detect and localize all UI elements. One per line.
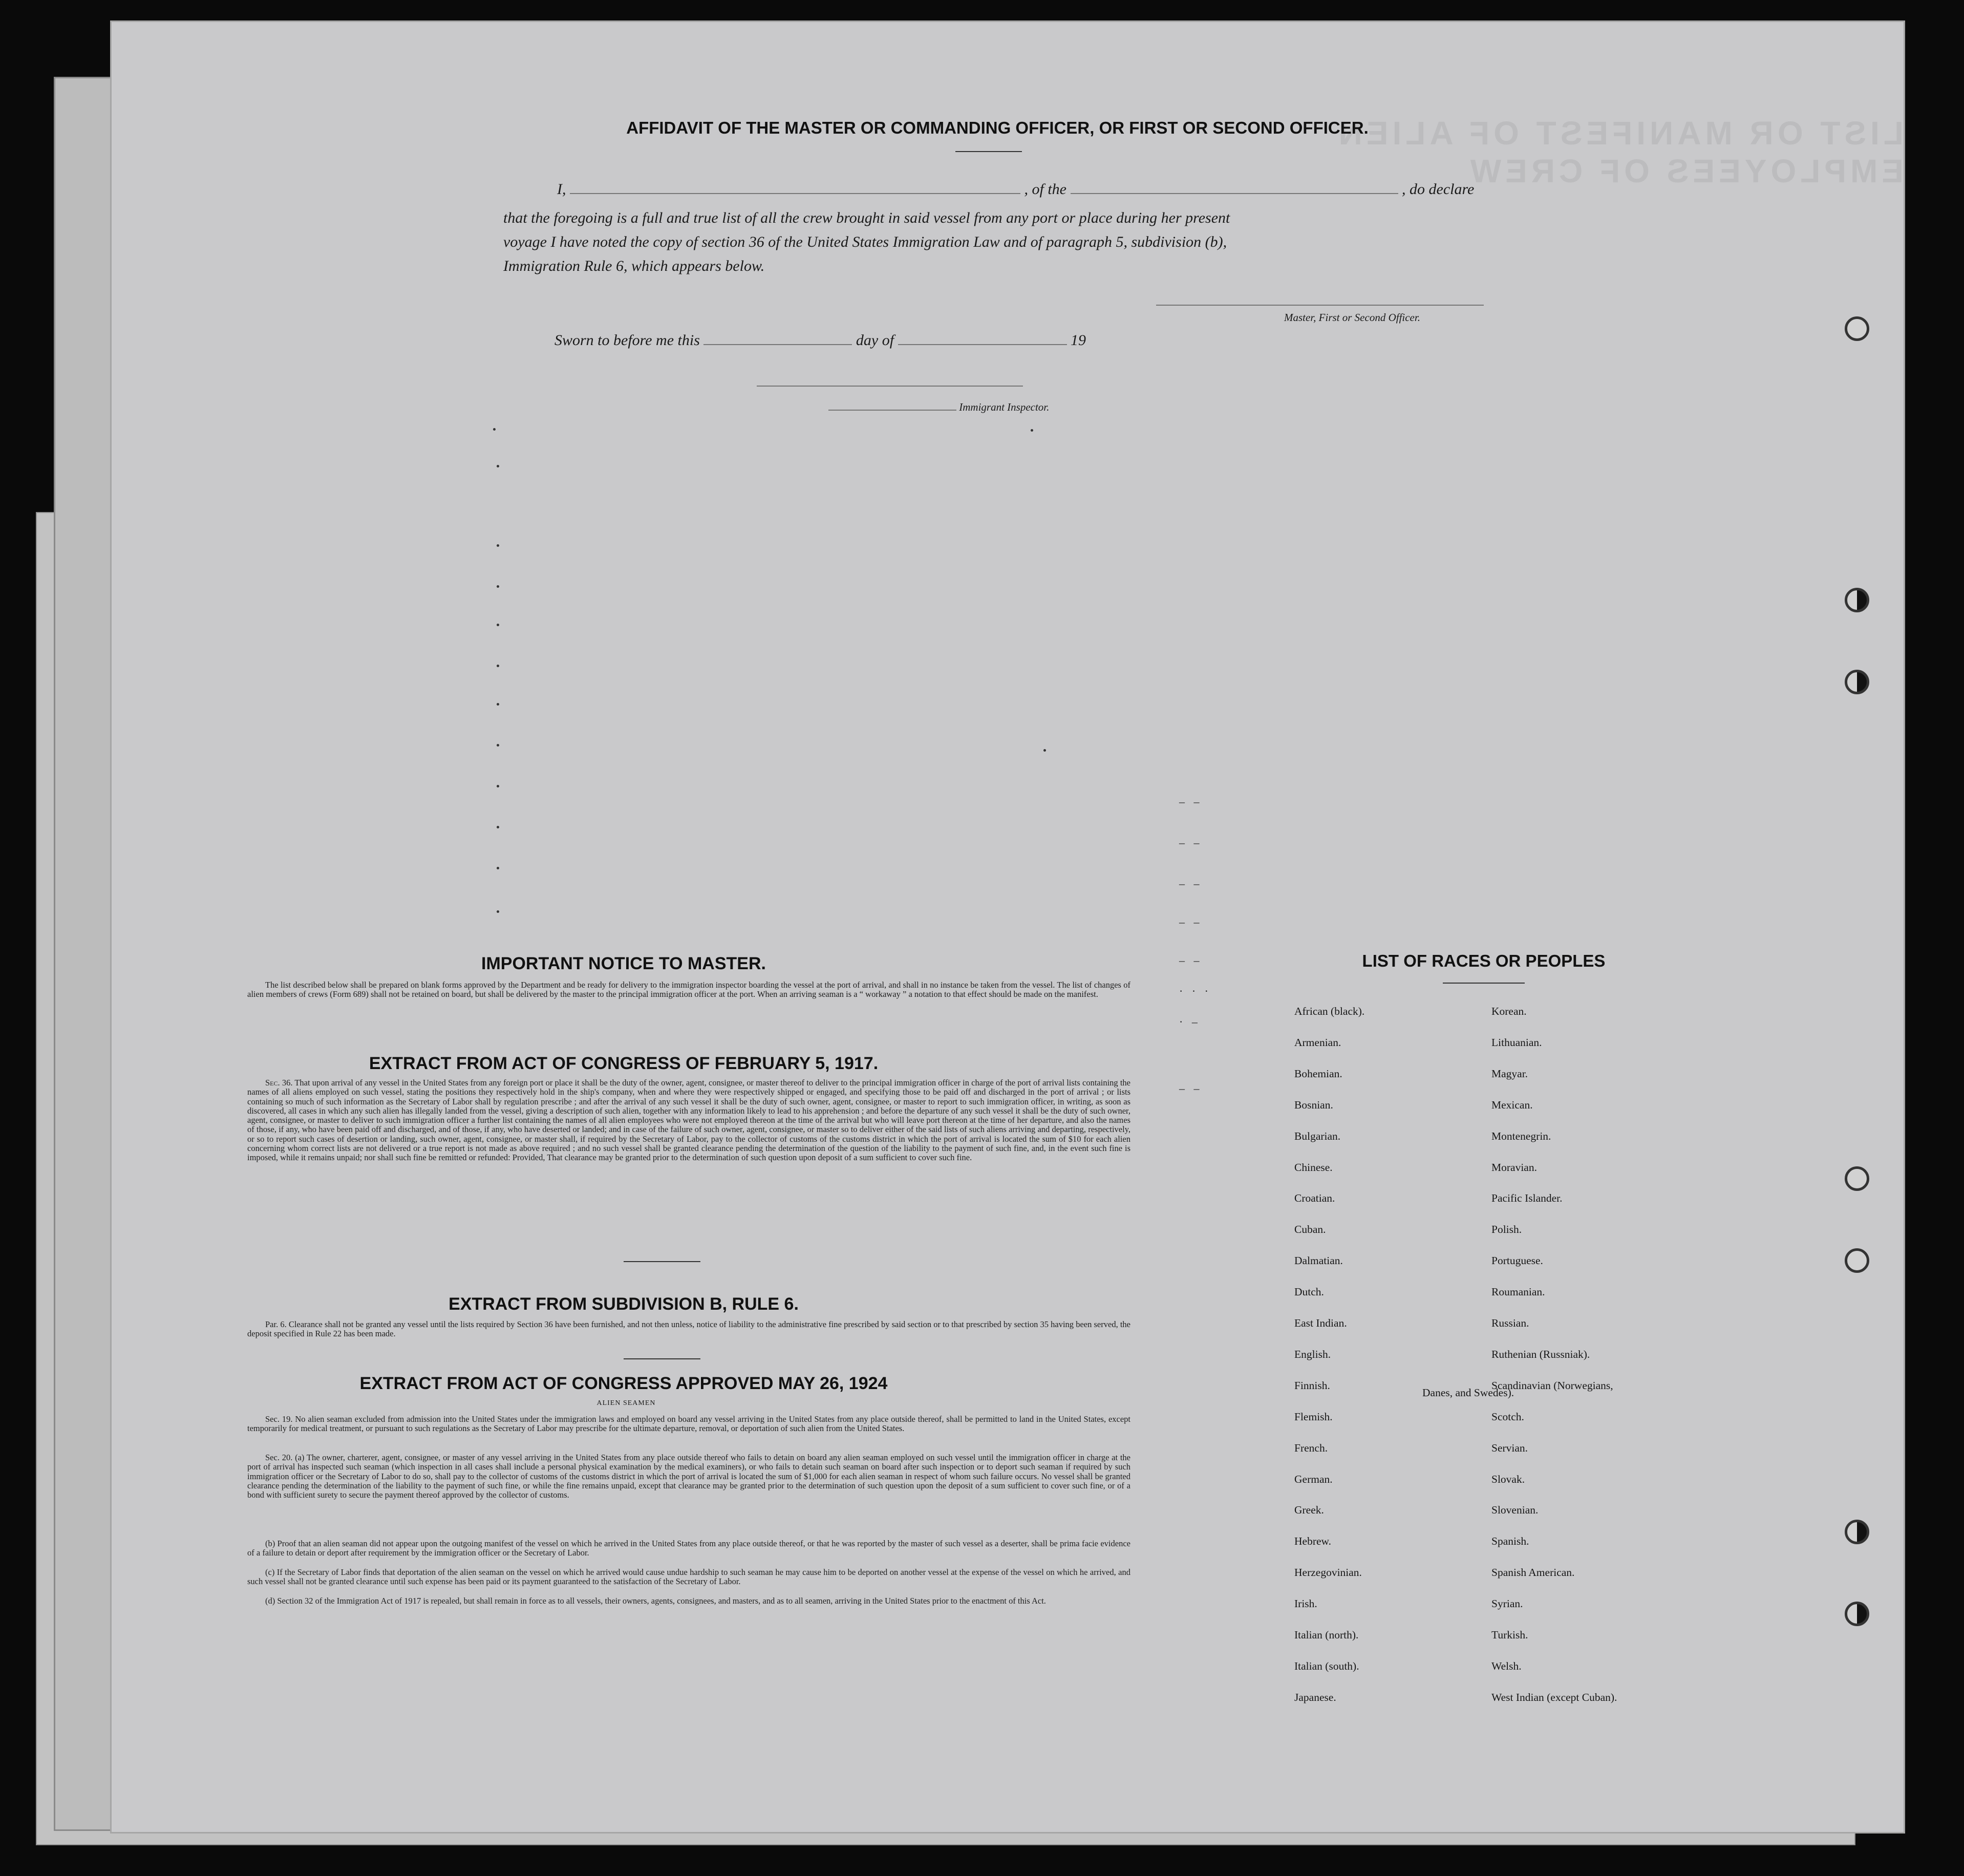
inspector-line — [828, 401, 1049, 414]
race-item: Dutch. — [1294, 1286, 1324, 1298]
binder-hole — [1845, 670, 1869, 694]
race-item: Finnish. — [1294, 1379, 1330, 1392]
race-item: Magyar. — [1491, 1067, 1528, 1080]
race-item: Cuban. — [1294, 1223, 1326, 1236]
race-item: Bosnian. — [1294, 1098, 1333, 1111]
race-item: Slovak. — [1491, 1473, 1525, 1485]
affidavit-line-1: that the foregoing is a full and true list of all the crew brought in said vessel from any port or place during her present — [503, 209, 1230, 226]
sec-20b-body: (b) Proof that an alien seaman did not appear upon the outgoing manifest of the vessel on which he arrived in the United States from any place outside thereof, or that he was reported by the master of such vessel as a deserter, shall be prima facie evidence of a failure to detain or deport after requirement by the immigration officer or the Secretary of Labor. — [247, 1539, 1130, 1558]
sec-20d-body: (d) Section 32 of the Immigration Act of 1917 is repealed, but shall remain in force as to all vessels, their owners, agents, consignees, and masters, and as to all seamen, arriving in the United States prior to the enactment of this Act. — [265, 1596, 1046, 1606]
race-item: Polish. — [1491, 1223, 1522, 1236]
races-underline — [1443, 983, 1525, 984]
rule-6-body — [247, 1320, 1130, 1339]
race-item: Montenegrin. — [1491, 1129, 1551, 1142]
affidavit-do-declare: , do declare — [1402, 181, 1475, 198]
extract-1917-body — [247, 1078, 1130, 1163]
mark — [497, 910, 499, 913]
race-item: Spanish American. — [1491, 1566, 1575, 1579]
race-item: Servian. — [1491, 1441, 1528, 1454]
race-item: Ruthenian (Russniak). — [1491, 1348, 1590, 1360]
document-page — [110, 20, 1905, 1834]
section-36-label: Sec. 36. — [265, 1078, 293, 1088]
sworn-label: Sworn to before me this — [554, 332, 700, 349]
race-item: Flemish. — [1294, 1410, 1333, 1423]
mark — [497, 544, 499, 547]
race-item: Roumanian. — [1491, 1286, 1545, 1298]
mark: – – — [1179, 954, 1203, 967]
race-item: Croatian. — [1294, 1192, 1335, 1205]
race-item: Moravian. — [1491, 1161, 1537, 1174]
day-of-label: day of — [856, 332, 894, 349]
race-item: Italian (north). — [1294, 1629, 1359, 1641]
binder-hole — [1845, 1520, 1869, 1544]
race-item: French. — [1294, 1441, 1328, 1454]
name-blank — [570, 193, 1020, 194]
race-item: Hebrew. — [1294, 1535, 1332, 1548]
inspector-upper-line — [757, 386, 1023, 387]
notice-title: IMPORTANT NOTICE TO MASTER. — [481, 954, 766, 973]
mark — [497, 624, 499, 626]
race-item: Syrian. — [1491, 1597, 1523, 1610]
race-item: Italian (south). — [1294, 1659, 1359, 1672]
race-item: Slovenian. — [1491, 1504, 1539, 1517]
binder-hole — [1845, 588, 1869, 612]
sec-19-body: Sec. 19. No alien seaman excluded from admission into the United States under the immigration laws and employed on board any vessel arriving in the United States from any place outside thereof, shall be permitted to land in the United States, except temporarily for medical treatment, or pursuant to such regulations as the Secretary of Labor may prescribe for the ultimate departure, removal, or deportation of such alien from the United States. — [247, 1414, 1130, 1434]
title-underline — [955, 151, 1022, 152]
race-item: Bohemian. — [1294, 1067, 1342, 1080]
race-item: East Indian. — [1294, 1317, 1347, 1329]
mark: · – — [1179, 1015, 1201, 1028]
mark — [1043, 749, 1046, 752]
rule-6-title: EXTRACT FROM SUBDIVISION B, RULE 6. — [449, 1294, 799, 1314]
affidavit-line-2: voyage I have noted the copy of section 36 of the United States Immigration Law and of paragraph 5, subdivision (b), — [503, 233, 1227, 250]
notice-body: The list described below shall be prepared on blank forms approved by the Department and be ready for delivery to the immigration inspector boarding the vessel at the port of arrival, and shall in no instance be taken from the vessel. The list of changes of alien members of crews (Form 689) shall not be retained on board, but shall be delivered by the master to the principal immigration officer at the port. When an arriving seaman is a “ workaway ” a notation to that effect should be made on the manifest. — [247, 980, 1130, 999]
bleed-through-header: LIST OR MANIFEST OF ALIEN EMPLOYEES OF CREW — [1334, 115, 1904, 189]
mark — [497, 585, 499, 588]
mark: – – — [1179, 795, 1203, 808]
mark: – – — [1179, 836, 1203, 849]
race-item: Lithuanian. — [1491, 1036, 1542, 1049]
affidavit-title: AFFIDAVIT OF THE MASTER OR COMMANDING OFFICER, OR FIRST OR SECOND OFFICER. — [626, 118, 1369, 137]
mark — [497, 744, 499, 747]
mark: – – — [1179, 915, 1203, 928]
alien-seamen-subtitle: ALIEN SEAMEN — [596, 1399, 656, 1407]
par-6-label: Par. 6. — [265, 1319, 287, 1329]
mark — [497, 867, 499, 869]
mark — [493, 428, 496, 431]
mark: – – — [1179, 1082, 1203, 1095]
sec-20c-body: (c) If the Secretary of Labor finds that deportation of the alien seaman on the vessel on which he arrived would cause undue hardship to such seaman he may cause him to be deported on another vessel at the expense of the vessel on which he arrived, and such vessel shall not be granted clearance until such expense has been paid or its payment guaranteed to the satisfaction of the Secretary of Labor. — [247, 1567, 1130, 1587]
master-signature-label: Master, First or Second Officer. — [1284, 311, 1420, 324]
race-item: Spanish. — [1491, 1535, 1529, 1548]
inspector-blank — [828, 410, 956, 411]
race-item: Korean. — [1491, 1005, 1527, 1017]
sworn-month-blank — [898, 344, 1067, 345]
race-item: Scotch. — [1491, 1410, 1524, 1423]
vessel-blank — [1071, 193, 1398, 194]
race-item: Chinese. — [1294, 1161, 1333, 1174]
binder-hole — [1845, 1166, 1869, 1191]
affidavit-line-3: Immigration Rule 6, which appears below. — [503, 258, 765, 274]
race-item: Scandinavian (Norwegians, — [1491, 1379, 1613, 1392]
sworn-line — [554, 332, 1086, 349]
mark — [497, 826, 499, 828]
race-item: Mexican. — [1491, 1098, 1533, 1111]
extract-1924-title: EXTRACT FROM ACT OF CONGRESS APPROVED MAY 26, 1924 — [359, 1374, 888, 1393]
binder-hole — [1845, 1248, 1869, 1273]
affidavit-i: I, — [557, 181, 566, 198]
race-item: Turkish. — [1491, 1629, 1528, 1641]
binder-hole — [1845, 316, 1869, 341]
mark — [497, 785, 499, 787]
mark — [497, 703, 499, 706]
affidavit-declare-line — [557, 181, 1474, 198]
race-item: Japanese. — [1294, 1691, 1336, 1703]
sworn-day-blank — [703, 344, 852, 345]
sec-20a-body: Sec. 20. (a) The owner, charterer, agent, consignee, or master of any vessel arriving in the United States from any place outside thereof who fails to detain on board any alien seaman employed on such vessel until the immigration officer in charge at the port of arrival has inspected such seaman (which inspection in all cases shall include a personal physical examination by the medical examiners), or who fails to detain such seaman on board after such inspection or to deport such seaman if required by such immigration officer or the Secretary of Labor to do so, shall pay to the collector of customs of the customs district in which the port of arrival is located the sum of $1,000 for each alien seaman in respect of whom such failure occurs. No vessel shall be granted clearance pending the determination of the liability to the payment of such fine, or while the fine remains unpaid, except that clearance may be granted prior to the determination of such question upon the deposit of a sum sufficient to cover such fine, or of a bond with sufficient surety to secure the payment thereof approved by the collector of customs. — [247, 1453, 1130, 1500]
binder-hole — [1845, 1602, 1869, 1626]
races-title: LIST OF RACES OR PEOPLES — [1362, 951, 1606, 970]
inspector-label: Immigrant Inspector. — [959, 401, 1050, 413]
race-item: Herzegovinian. — [1294, 1566, 1362, 1579]
race-item: Portuguese. — [1491, 1254, 1543, 1267]
divider — [624, 1261, 700, 1262]
extract-1917-title: EXTRACT FROM ACT OF CONGRESS OF FEBRUARY 5, 1917. — [369, 1054, 879, 1073]
section-36-text: That upon arrival of any vessel in the United States from any foreign port or place it shall be the duty of the owner, agent, consignee, or master thereof to deliver to the principal immigration officer in charge of the port of arrival lists containing the names of all aliens employed on such vessel, stating the positions they respectively hold in the ship's company, when and where they were respectively shipped or engaged, and specifying those to be paid off and discharged in the port of arrival ; or lists containing so much of such information as the Secretary of Labor shall by regulation prescribe ; and after the arrival of any such vessel it shall be the duty of such owner, agent, consignee, or master to report to such immigration officer, in writing, as soon as discovered, all cases in which any such alien has illegally landed from the vessel, giving a description of such alien, together with any information likely to lead to his apprehension ; and before the departure of any such vessel it shall be the duty of such owner, agent, consignee, or master to deliver to such immigration officer a further list containing the names of all alien employees who were not employed thereon at the time of the arrival but who will leave port thereon at the time of her departure, and also the names of those, if any, who have been paid off and discharged, and of those, if any, who have deserted or landed; and in case of the failure of such owner, agent, consignee, or master so to deliver either of the said lists of such aliens arriving and departing, respectively, or so to report such cases of desertion or landing, such owner, agent, consignee, or master shall, if required by the Secretary of Labor, pay to the collector of customs of the customs district in which the port of arrival is located the sum of $10 for each alien concerning whom correct lists are not delivered or a true report is not made as above required ; and no such vessel shall be granted clearance pending the determination of the question of the liability to the payment of such fine, and, in the event such fine is imposed, while it remains unpaid; nor shall such fine be remitted or refunded: Provided, That clearance may be granted prior to the determination of such question upon deposit of a sum sufficient to cover such fine. — [247, 1078, 1130, 1163]
mark: · · · — [1179, 985, 1211, 997]
mark: – – — [1179, 877, 1203, 890]
race-item: West Indian (except Cuban). — [1491, 1691, 1617, 1703]
race-item: Russian. — [1491, 1317, 1529, 1329]
race-item-continuation: Danes, and Swedes). — [1422, 1387, 1514, 1399]
race-item: Irish. — [1294, 1597, 1317, 1610]
race-item: Bulgarian. — [1294, 1129, 1341, 1142]
divider — [624, 1358, 700, 1359]
year-label: 19 — [1071, 332, 1086, 349]
mark — [497, 465, 499, 467]
mark — [497, 665, 499, 667]
race-item: Pacific Islander. — [1491, 1192, 1563, 1205]
master-signature-line — [1156, 305, 1484, 306]
race-item: English. — [1294, 1348, 1331, 1360]
race-item: Welsh. — [1491, 1659, 1522, 1672]
race-item: African (black). — [1294, 1005, 1365, 1017]
par-6-text: Clearance shall not be granted any vessel until the lists required by Section 36 have been furnished, and not then unless, notice of liability to the administrative fine prescribed by said section or to that prescribed by section 35 having been served, the deposit specified in Rule 22 has been made. — [247, 1319, 1131, 1339]
race-item: German. — [1294, 1473, 1333, 1485]
race-item: Armenian. — [1294, 1036, 1341, 1049]
race-item: Greek. — [1294, 1504, 1324, 1517]
affidavit-of-the: , of the — [1024, 181, 1066, 198]
mark — [1031, 429, 1033, 432]
race-item: Dalmatian. — [1294, 1254, 1343, 1267]
